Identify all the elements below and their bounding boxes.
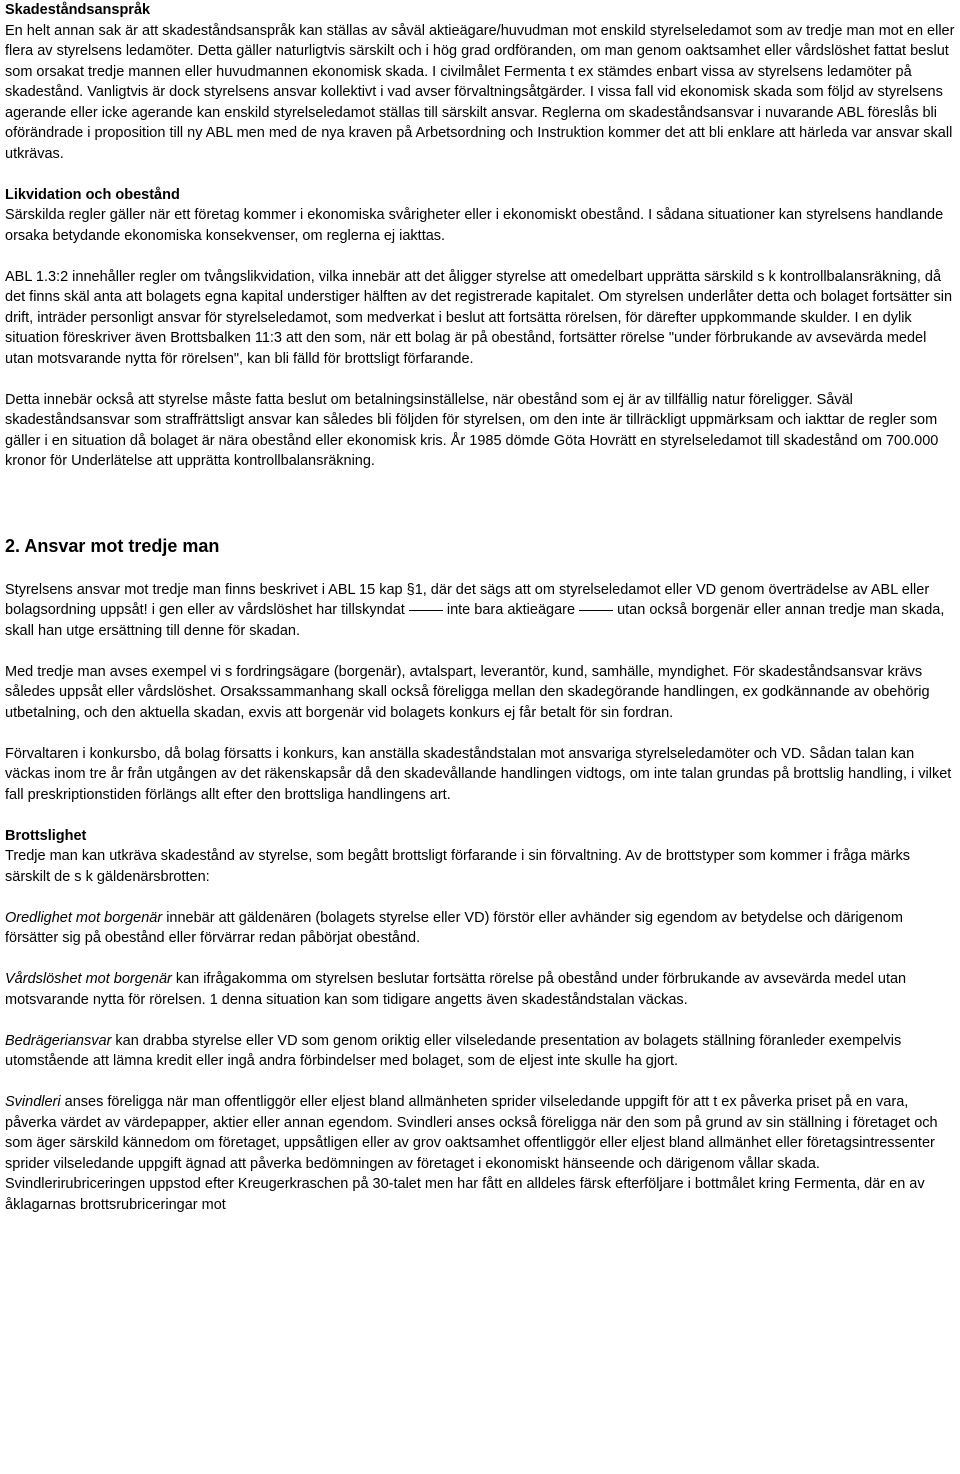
crime-term: Oredlighet mot borgenär	[5, 909, 163, 926]
paragraph-third-party-1-a: Styrelsens ansvar mot tredje man finns beskrivet i ABL 15 kap §1, där det sägs att om styrelseledamot eller VD genom överträdelse av ABL eller bolagsordning uppsåt! i gen eller av vårdslöshet har tillskyndat	[5, 581, 930, 618]
heading-crime: Brottslighet	[5, 827, 87, 844]
paragraph-third-party-2: Med tredje man avses exempel vi s fordringsägare (borgenär), avtalspart, leverantör, kund, samhälle, myndighet. För skadeståndsansvar krävs således uppsåt eller vårdslöshet. Orsakssammanhang skall också föreligga mellan den skadegörande handlingen, ex godkännande av obehörig utbetalning, och den aktuella skadan, exvis att borgenär vid bolagets konkurs ej får betalt för sin fordran.	[5, 663, 930, 721]
crime-item	[5, 969, 955, 1010]
heading-liquidation: Likvidation och obestånd	[5, 186, 180, 203]
section-third-party	[5, 534, 955, 806]
dash-separator	[579, 610, 613, 611]
crime-term: Svindleri	[5, 1094, 61, 1110]
paragraph-liquidation-1: Särskilda regler gäller när ett företag kommer i ekonomiska svårigheter eller i ekonomiskt obestånd. I sådana situationer kan styrelsens handlande orsaka betydande ekonomiska konsekvenser, om reglerna ej iakttas.	[5, 207, 944, 244]
paragraph-third-party-1-b: inte bara aktieägare	[446, 602, 576, 618]
crime-term: Vårdslöshet mot borgenär	[5, 971, 172, 987]
paragraph-liquidation-3: Detta innebär också att styrelse måste fatta beslut om betalningsinställelse, när obestånd som ej är av tillfällig natur föreligger. Såväl skadeståndsansvar som straffrättsligt ansvar kan således bli följden för styrelsen, om den inte är tillräckligt uppmärksam och iakttar de regler som gäller i en situation då bolaget är nära obestånd eller ekonomisk kris. År 1985 dömde Göta Hovrätt en styrelseledamot till skadestånd om 700.000 kronor för Underlätelse att upprätta kontrollbalansräkning.	[5, 391, 939, 469]
crime-text: innebär att gäldenären (bolagets styrelse eller VD) förstör eller avhänder sig egendom av betydelse och därigenom försätter sig på obestånd eller förvärrar redan påbörjat obestånd.	[5, 909, 903, 946]
section-liquidation	[5, 185, 955, 472]
heading-third-party: 2. Ansvar mot tredje man	[5, 535, 220, 556]
section-damages	[5, 0, 955, 164]
paragraph-liquidation-2: ABL 1.3:2 innehåller regler om tvångslikvidation, vilka innebär att det åligger styrelse att omedelbart upprätta särskild s k kontrollbalansräkning, då det finns skäl anta att bolagets egna kapital understiger hälften av det registrerade kapitalet. Om styrelsen underlåter detta och bolaget fortsätter sin drift, inträder personligt ansvar för styrelseledamot, som medverkat i beslut att fortsätta rörelsen, för därefter uppkommande skulder. I en dylik situation föreskriver även Brottsbalken 11:3 att den som, när ett bolag är på obestånd, fortsätter rörelse "under förbrukande av avsevärda medel utan motsvarande nytta för rörelsen", kan bli fälld för brottsligt förfarande.	[5, 268, 953, 367]
paragraph-damages: En helt annan sak är att skadeståndsanspråk kan ställas av såväl aktieägare/huvudman mot enskild styrelseledamot som av tredje man mot en eller flera av styrelsens ledamöter. Detta gäller naturligtvis särskilt och i hög grad ordföranden, om man genom oaktsamhet eller vårdslöshet fattat beslut som orsakat tredje mannen eller huvudmannen ekonomisk skada. I civilmålet Fermenta t ex stämdes enbart vissa av styrelsens ledamöter på skadestånd. Vanligtvis är dock styrelsens ansvar kollektivt i vad avser förvaltningsåtgärder. I vissa fall vid ekonomisk skada som följd av styrelsens agerande eller icke agerande kan enskild styrelseledamot ställas till särskilt ansvar. Reglerna om skadeståndsansvar i nuvarande ABL föreslås bli oförändrade i proposition till ny ABL men med de nya kraven på Arbetsordning och Instruktion kommer det att bli enklare att härleda var ansvar skall utkrävas.	[5, 22, 955, 162]
paragraph-third-party-3: Förvaltaren i konkursbo, då bolag försatts i konkurs, kan anställa skadeståndstalan mot ansvariga styrelseledamöter och VD. Sådan talan kan väckas inom tre år från utgången av det räkenskapsår då den skadevållande handlingen vidtogs, om inte talan grundas på brottslig handling, i vilket fall preskriptionstiden förlängs allt efter den brottsliga handlingens art.	[5, 745, 952, 803]
section-crime	[5, 826, 955, 1216]
crime-item	[5, 908, 955, 949]
crime-term: Bedrägeriansvar	[5, 1032, 112, 1049]
paragraph-third-party-1-c: utan också borgenär eller annan tredje man skada, skall han utge ersättning till denne för skadan.	[5, 602, 945, 639]
crime-text: anses föreligga när man offentliggör eller eljest bland allmänheten sprider vilseledande uppgift för att t ex påverka priset på en vara, påverka värdet av värdepapper, aktier eller annan egendom. Svindleri anses också föreligga när den som på grund av sin ställning i företaget och som äger särskild kännedom om företaget, uppsåtligen eller av grov oaktsamhet offentliggör eller eljest bland allmänhet eller företagsintressenter sprider vilseledande uppgift ägnad att påverka bedömningen av företaget i ekonomiskt hänseende och därigenom vållar skada. Svindlerirubriceringen uppstod efter Kreugerkraschen på 30-talet men har fått en alldeles färsk efterföljare i bottmålet kring Fermenta, där en av åklagarnas brottsrubriceringar mot	[5, 1094, 938, 1213]
crime-item	[5, 1092, 955, 1215]
paragraph-third-party-1	[5, 580, 955, 642]
crime-text: kan drabba styrelse eller VD som genom oriktig eller vilseledande presentation av bolagets ställning föranleder exempelvis utomstående att lämna kredit eller ingå andra förbindelser med bolaget, som de eljest inte skulle ha gjort.	[5, 1032, 902, 1069]
heading-damages: Skadeståndsanspråk	[5, 2, 151, 18]
paragraph-crime-intro: Tredje man kan utkräva skadestånd av styrelse, som begått brottsligt förfarande i sin förvaltning. Av de brottstyper som kommer i fråga märks särskilt de s k gäldenärsbrotten:	[5, 848, 911, 885]
crime-text: kan ifrågakomma om styrelsen beslutar fortsätta rörelse på obestånd under förbrukande av avsevärda medel utan motsvarande nytta för rörelsen. 1 denna situation kan som tidigare angetts även skadeståndstalan väckas.	[5, 971, 907, 1008]
dash-separator	[409, 610, 443, 611]
crime-item	[5, 1031, 955, 1072]
